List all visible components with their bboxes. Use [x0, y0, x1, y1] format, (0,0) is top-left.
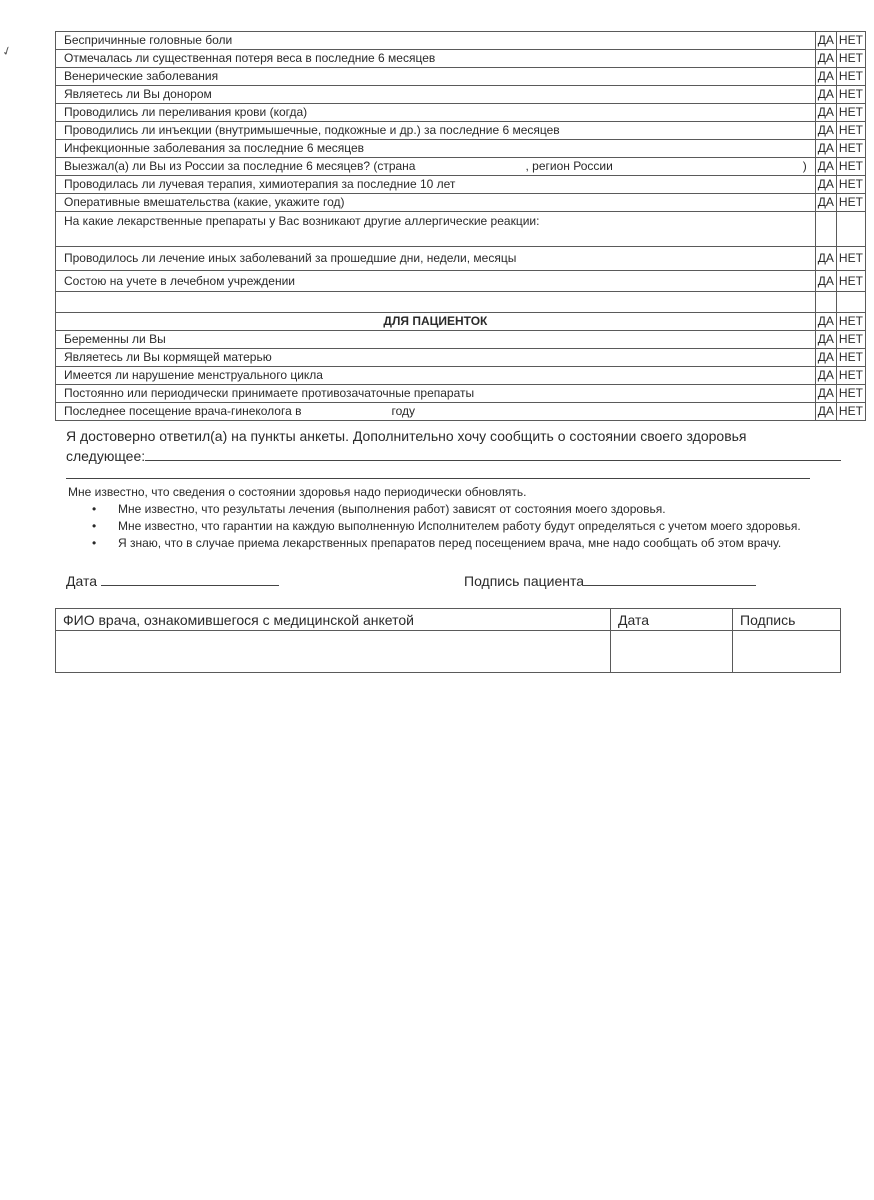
yes-option[interactable]: ДА	[815, 247, 836, 271]
question-text: Проводились ли инъекции (внутримышечные, подкожные и др.) за последние 6 месяцев	[56, 122, 816, 140]
yes-option[interactable]: ДА	[815, 385, 836, 403]
no-option[interactable]: НЕТ	[836, 385, 865, 403]
yes-option[interactable]: ДА	[815, 140, 836, 158]
gyn-question: Последнее посещение врача-гинеколога в	[64, 404, 302, 418]
notes-item: • Мне известно, что гарантии на каждую выполненную Исполнителем работу будут определяться с учетом моего здоровья.	[98, 518, 848, 535]
question-row-gynecologist	[56, 403, 866, 421]
notes-intro: Мне известно, что сведения о состоянии здоровья надо периодически обновлять.	[68, 485, 527, 499]
empty-cell	[56, 292, 816, 313]
statement-line2	[66, 446, 846, 466]
no-option[interactable]: НЕТ	[836, 349, 865, 367]
no-option[interactable]: НЕТ	[836, 313, 865, 331]
yes-option[interactable]: ДА	[815, 271, 836, 292]
date-block	[66, 573, 279, 589]
questionnaire-table	[55, 31, 866, 421]
question-row	[56, 367, 866, 385]
question-text: Состою на учете в лечебном учреждении	[56, 271, 816, 292]
no-option[interactable]: НЕТ	[836, 86, 865, 104]
question-row	[56, 68, 866, 86]
year-label: году	[391, 404, 416, 418]
question-row-travel	[56, 158, 866, 176]
question-text: Проводились ли переливания крови (когда)	[56, 104, 816, 122]
yes-option[interactable]: ДА	[815, 32, 836, 50]
additional-info-field[interactable]	[145, 460, 841, 461]
no-option[interactable]: НЕТ	[836, 271, 865, 292]
question-row	[56, 176, 866, 194]
no-option[interactable]: НЕТ	[836, 403, 865, 421]
yes-option[interactable]: ДА	[815, 367, 836, 385]
question-text[interactable]: На какие лекарственные препараты у Вас возникают другие аллергические реакции:	[56, 212, 816, 247]
statement-label: следующее:	[66, 448, 146, 464]
yes-option[interactable]: ДА	[815, 194, 836, 212]
doctor-table-header	[56, 609, 841, 631]
section-title: ДЛЯ ПАЦИЕНТОК	[56, 313, 816, 331]
no-option[interactable]: НЕТ	[836, 247, 865, 271]
question-row	[56, 86, 866, 104]
question-row	[56, 331, 866, 349]
yes-option[interactable]: ДА	[815, 122, 836, 140]
question-text: Являетесь ли Вы кормящей матерью	[56, 349, 816, 367]
scan-mark: ✓	[0, 42, 15, 60]
health-statement	[66, 426, 846, 466]
question-text: Являетесь ли Вы донором	[56, 86, 816, 104]
yes-option[interactable]: ДА	[815, 331, 836, 349]
no-option[interactable]: НЕТ	[836, 140, 865, 158]
question-row	[56, 140, 866, 158]
no-option[interactable]: НЕТ	[836, 32, 865, 50]
no-option[interactable]: НЕТ	[836, 68, 865, 86]
yes-option[interactable]: ДА	[815, 68, 836, 86]
question-row	[56, 247, 866, 271]
region-label: , регион России	[525, 159, 613, 173]
date-field[interactable]	[101, 585, 279, 586]
no-option[interactable]: НЕТ	[836, 104, 865, 122]
yes-option[interactable]: ДА	[815, 176, 836, 194]
question-text: Беременны ли Вы	[56, 331, 816, 349]
question-text: Беспричинные головные боли	[56, 32, 816, 50]
doctor-date-field[interactable]	[611, 631, 733, 673]
question-text: Постоянно или периодически принимаете противозачаточные препараты	[56, 385, 816, 403]
question-row	[56, 50, 866, 68]
yes-option[interactable]: ДА	[815, 50, 836, 68]
yes-option[interactable]: ДА	[815, 86, 836, 104]
question-row	[56, 122, 866, 140]
question-text: Инфекционные заболевания за последние 6 месяцев	[56, 140, 816, 158]
acknowledgements	[68, 484, 848, 552]
question-text: Проводилось ли лечение иных заболеваний за прошедшие дни, недели, месяцы	[56, 247, 816, 271]
question-row	[56, 271, 866, 292]
closing-paren: )	[802, 159, 807, 173]
yes-option[interactable]: ДА	[815, 403, 836, 421]
notes-item: • Я знаю, что в случае приема лекарственных препаратов перед посещением врача, мне надо сообщать об этом врачу.	[98, 535, 848, 552]
question-row	[56, 194, 866, 212]
doctor-name-field[interactable]	[56, 631, 611, 673]
date-label: Дата	[66, 573, 98, 589]
question-row	[56, 385, 866, 403]
question-row	[56, 104, 866, 122]
travel-question: Выезжал(а) ли Вы из России за последние 6 месяцев? (страна	[64, 159, 416, 173]
patient-signature-label: Подпись пациента	[464, 573, 585, 589]
yes-option[interactable]: ДА	[815, 104, 836, 122]
no-option[interactable]: НЕТ	[836, 122, 865, 140]
notes-item: • Мне известно, что результаты лечения (выполнения работ) зависят от состояния моего здоровья.	[98, 501, 848, 518]
yes-option[interactable]: ДА	[815, 158, 836, 176]
yes-option[interactable]: ДА	[815, 313, 836, 331]
doctor-sign-field[interactable]	[733, 631, 841, 673]
empty-row	[56, 292, 866, 313]
no-option[interactable]: НЕТ	[836, 331, 865, 349]
no-option[interactable]: НЕТ	[836, 176, 865, 194]
additional-info-field-line2[interactable]	[66, 478, 810, 479]
question-row	[56, 32, 866, 50]
question-text: Венерические заболевания	[56, 68, 816, 86]
question-row	[56, 349, 866, 367]
patient-signature-block	[464, 573, 756, 589]
empty-cell	[815, 212, 836, 247]
doctor-date-header: Дата	[611, 609, 733, 631]
notes-list	[68, 501, 848, 552]
no-option[interactable]: НЕТ	[836, 50, 865, 68]
doctor-sign-header: Подпись	[733, 609, 841, 631]
question-row-allergies	[56, 212, 866, 247]
no-option[interactable]: НЕТ	[836, 194, 865, 212]
doctor-table-row	[56, 631, 841, 673]
statement-line1: Я достоверно ответил(а) на пункты анкеты. Дополнительно хочу сообщить о состоянии своего здоровья	[66, 428, 747, 444]
question-text	[56, 403, 816, 421]
no-option[interactable]: НЕТ	[836, 158, 865, 176]
female-section-header	[56, 313, 866, 331]
yes-option[interactable]: ДА	[815, 349, 836, 367]
question-text: Имеется ли нарушение менструального цикла	[56, 367, 816, 385]
empty-cell	[815, 292, 836, 313]
question-text: Проводилась ли лучевая терапия, химиотерапия за последние 10 лет	[56, 176, 816, 194]
empty-cell	[836, 292, 865, 313]
empty-cell	[836, 212, 865, 247]
patient-signature-field[interactable]	[584, 585, 756, 586]
question-text: Отмечалась ли существенная потеря веса в последние 6 месяцев	[56, 50, 816, 68]
no-option[interactable]: НЕТ	[836, 367, 865, 385]
question-text	[56, 158, 816, 176]
doctor-name-header: ФИО врача, ознакомившегося с медицинской анкетой	[56, 609, 611, 631]
doctor-review-table	[55, 608, 841, 673]
question-text: Оперативные вмешательства (какие, укажите год)	[56, 194, 816, 212]
